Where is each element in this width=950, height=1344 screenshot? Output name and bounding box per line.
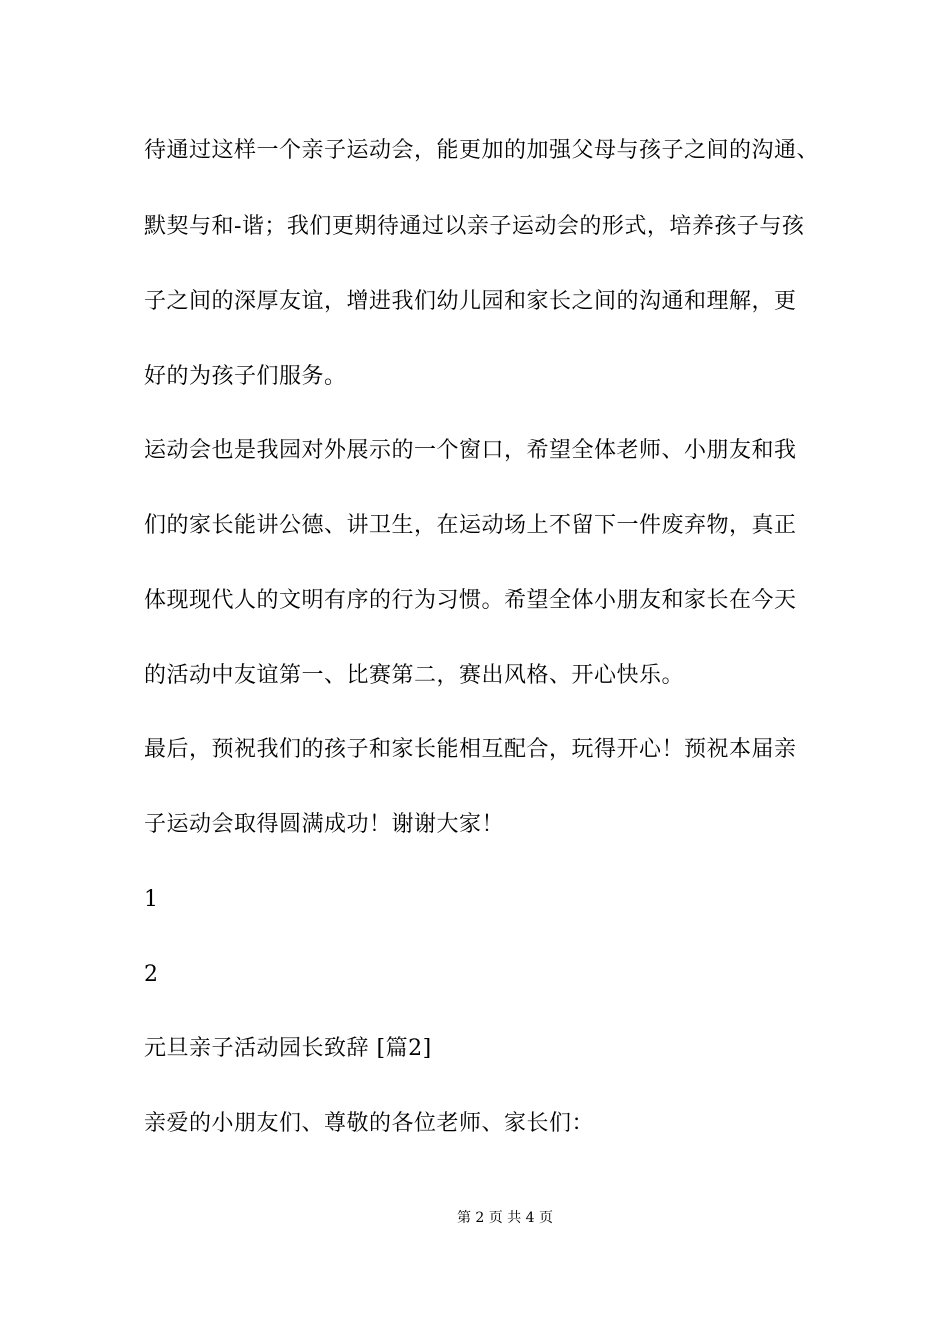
paragraph-line: 们的家长能讲公德、讲卫生，在运动场上不留下一件废弃物，真正 — [144, 513, 797, 538]
paragraph-line: 默契与和-谐；我们更期待通过以亲子运动会的形式，培养孩子与孩 — [144, 214, 805, 239]
page-footer: 第 2 页 共 4 页 — [456, 1210, 554, 1226]
paragraph-line: 运动会也是我园对外展示的一个窗口，希望全体老师、小朋友和我 — [144, 438, 797, 463]
paragraph-line: 待通过这样一个亲子运动会，能更加的加强父母与孩子之间的沟通、 — [144, 138, 820, 163]
paragraph-line: 体现现代人的文明有序的行为习惯。希望全体小朋友和家长在今天 — [144, 588, 797, 613]
paragraph-line: 好的为孩子们服务。 — [144, 364, 347, 389]
section-title: 元旦亲子活动园长致辞 [篇2] — [144, 1036, 432, 1061]
paragraph-line: 子运动会取得圆满成功！谢谢大家！ — [144, 812, 505, 837]
list-number: 1 — [144, 887, 159, 912]
paragraph-line: 的活动中友谊第一、比赛第二，赛出风格、开心快乐。 — [144, 663, 685, 688]
list-number: 2 — [144, 962, 159, 987]
paragraph-line: 最后，预祝我们的孩子和家长能相互配合，玩得开心！预祝本届亲 — [144, 737, 797, 762]
greeting: 亲爱的小朋友们、尊敬的各位老师、家长们： — [144, 1111, 595, 1136]
paragraph-line: 子之间的深厚友谊，增进我们幼儿园和家长之间的沟通和理解，更 — [144, 289, 797, 314]
